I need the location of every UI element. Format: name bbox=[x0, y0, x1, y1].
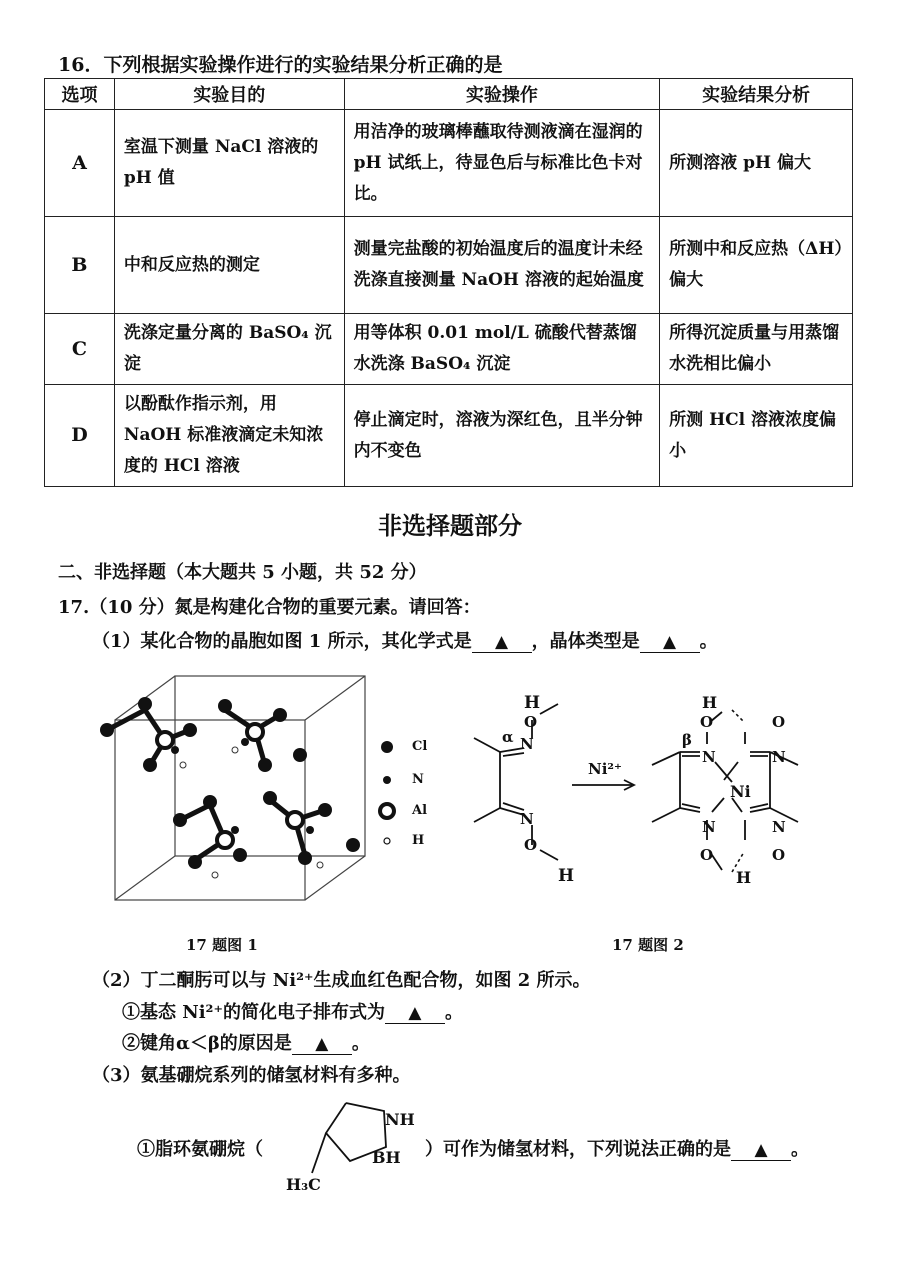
period: 。 bbox=[351, 1033, 370, 1054]
experiment-table bbox=[44, 78, 853, 487]
ring-methyl-label: H₃C bbox=[286, 1175, 321, 1194]
blank-marker: ▲ bbox=[315, 1034, 329, 1054]
option-label: C bbox=[45, 314, 115, 385]
blank-marker: ▲ bbox=[754, 1140, 768, 1160]
ring-nh-label: NH bbox=[385, 1110, 415, 1129]
q17-part1 bbox=[92, 627, 718, 653]
fig2-o-top-right: O bbox=[772, 713, 786, 731]
operation-cell: 用洁净的玻璃棒蘸取待测液滴在湿润的 pH 试纸上，待显色后与标准比色卡对比。 bbox=[344, 110, 660, 217]
question-17-intro: 17.（10 分）氮是构建化合物的重要元素。请回答： bbox=[58, 597, 481, 618]
legend-label-h: H bbox=[412, 833, 425, 848]
answer-blank[interactable] bbox=[292, 1033, 352, 1055]
purpose-cell: 中和反应热的测定 bbox=[114, 217, 344, 314]
q17-part2-2-text: ②键角α＜β的原因是 bbox=[122, 1033, 292, 1054]
operation-cell: 停止滴定时，溶液为深红色，且半分钟内不变色 bbox=[344, 385, 660, 487]
table-row bbox=[45, 110, 853, 217]
legend-label-al: Al bbox=[412, 803, 428, 818]
figure-1-caption: 17 题图 1 bbox=[186, 936, 258, 954]
answer-blank[interactable] bbox=[472, 631, 532, 653]
fig2-o-left: O bbox=[524, 713, 538, 731]
q17-part2-1-text: ①基态 Ni²⁺的简化电子排布式为 bbox=[122, 1002, 385, 1023]
period: 。 bbox=[791, 1139, 809, 1160]
table-header: 实验结果分析 bbox=[660, 79, 853, 110]
fig2-n-bl: N bbox=[702, 818, 716, 836]
blank-marker: ▲ bbox=[495, 632, 509, 652]
section-title: 非选择题部分 bbox=[378, 512, 522, 540]
table-header-row bbox=[45, 79, 853, 110]
q17-part1-text-c: 。 bbox=[699, 631, 718, 652]
q17-part3-1-b-text: ）可作为储氢材料，下列说法正确的是 bbox=[425, 1139, 731, 1160]
table-row bbox=[45, 314, 853, 385]
fig2-n-left: N bbox=[520, 735, 534, 753]
fig2-o-left-bottom: O bbox=[524, 836, 538, 854]
figure-1-unit-cell bbox=[95, 670, 465, 920]
fig2-n-tl: N bbox=[702, 748, 716, 766]
legend-label-n: N bbox=[412, 772, 424, 787]
analysis-cell: 所测中和反应热（ΔH）偏大 bbox=[660, 217, 853, 314]
option-label: A bbox=[45, 110, 115, 217]
table-header: 选项 bbox=[45, 79, 115, 110]
fig2-o-bottom-right: O bbox=[772, 846, 786, 864]
q17-part1-text-a: （1）某化合物的晶胞如图 1 所示，其化学式是 bbox=[92, 631, 472, 652]
question-16-title: 16．下列根据实验操作进行的实验结果分析正确的是 bbox=[58, 54, 503, 76]
q17-part2: （2）丁二酮肟可以与 Ni²⁺生成血红色配合物，如图 2 所示。 bbox=[92, 970, 591, 991]
answer-blank[interactable] bbox=[640, 631, 700, 653]
option-label: D bbox=[45, 385, 115, 487]
operation-cell: 用等体积 0.01 mol/L 硫酸代替蒸馏水洗涤 BaSO₄ 沉淀 bbox=[344, 314, 660, 385]
part2-heading: 二、非选择题（本大题共 5 小题，共 52 分） bbox=[58, 562, 427, 583]
fig2-n-br: N bbox=[772, 818, 786, 836]
fig2-ni-center: Ni bbox=[730, 782, 751, 801]
operation-cell: 测量完盐酸的初始温度后的温度计未经洗涤直接测量 NaOH 溶液的起始温度 bbox=[344, 217, 660, 314]
fig2-alpha: α bbox=[502, 728, 514, 746]
purpose-cell: 以酚酞作指示剂，用 NaOH 标准液滴定未知浓度的 HCl 溶液 bbox=[114, 385, 344, 487]
fig2-n-tr: N bbox=[772, 748, 786, 766]
aluminium-atoms bbox=[157, 724, 303, 848]
table-header: 实验操作 bbox=[344, 79, 660, 110]
q17-part3-1-a: ①脂环氨硼烷（ bbox=[137, 1139, 263, 1160]
answer-blank[interactable] bbox=[385, 1002, 445, 1024]
purpose-cell: 洗涤定量分离的 BaSO₄ 沉淀 bbox=[114, 314, 344, 385]
table-row bbox=[45, 217, 853, 314]
fig2-h-top: H bbox=[702, 693, 718, 712]
fig2-o-bottom-left: O bbox=[700, 846, 714, 864]
period: 。 bbox=[444, 1002, 463, 1023]
table-header: 实验目的 bbox=[114, 79, 344, 110]
unit-cell-box bbox=[115, 676, 365, 900]
legend-label-cl: Cl bbox=[412, 739, 428, 754]
legend bbox=[380, 741, 394, 844]
analysis-cell: 所测 HCl 溶液浓度偏小 bbox=[660, 385, 853, 487]
blank-marker: ▲ bbox=[408, 1003, 422, 1023]
azaborolidine-structure bbox=[300, 1095, 410, 1185]
option-label: B bbox=[45, 217, 115, 314]
analysis-cell: 所得沉淀质量与用蒸馏水洗相比偏小 bbox=[660, 314, 853, 385]
figure-2-reaction bbox=[460, 690, 860, 900]
ring-bh-label: BH bbox=[372, 1148, 401, 1167]
fig2-h-top-left: H bbox=[524, 693, 541, 713]
blank-marker: ▲ bbox=[663, 632, 677, 652]
analysis-cell: 所测溶液 pH 偏大 bbox=[660, 110, 853, 217]
table-row bbox=[45, 385, 853, 487]
answer-blank[interactable] bbox=[731, 1139, 791, 1161]
fig2-o-top-left: O bbox=[700, 713, 714, 731]
q17-part3-1-b bbox=[425, 1135, 809, 1161]
q17-part1-text-b: ，晶体类型是 bbox=[531, 631, 640, 652]
fig2-h-bottom-left: H bbox=[558, 866, 575, 886]
q17-part3: （3）氨基硼烷系列的储氢材料有多种。 bbox=[92, 1065, 411, 1086]
figure-2-caption: 17 题图 2 bbox=[612, 936, 684, 954]
fig2-h-bottom: H bbox=[736, 868, 752, 887]
q17-part2-2 bbox=[122, 1029, 370, 1055]
fig2-beta: β bbox=[682, 731, 692, 749]
q17-part2-1 bbox=[122, 998, 463, 1024]
fig2-reagent: Ni²⁺ bbox=[588, 760, 622, 778]
purpose-cell: 室温下测量 NaCl 溶液的 pH 值 bbox=[114, 110, 344, 217]
fig2-n-left-bottom: N bbox=[520, 810, 534, 828]
